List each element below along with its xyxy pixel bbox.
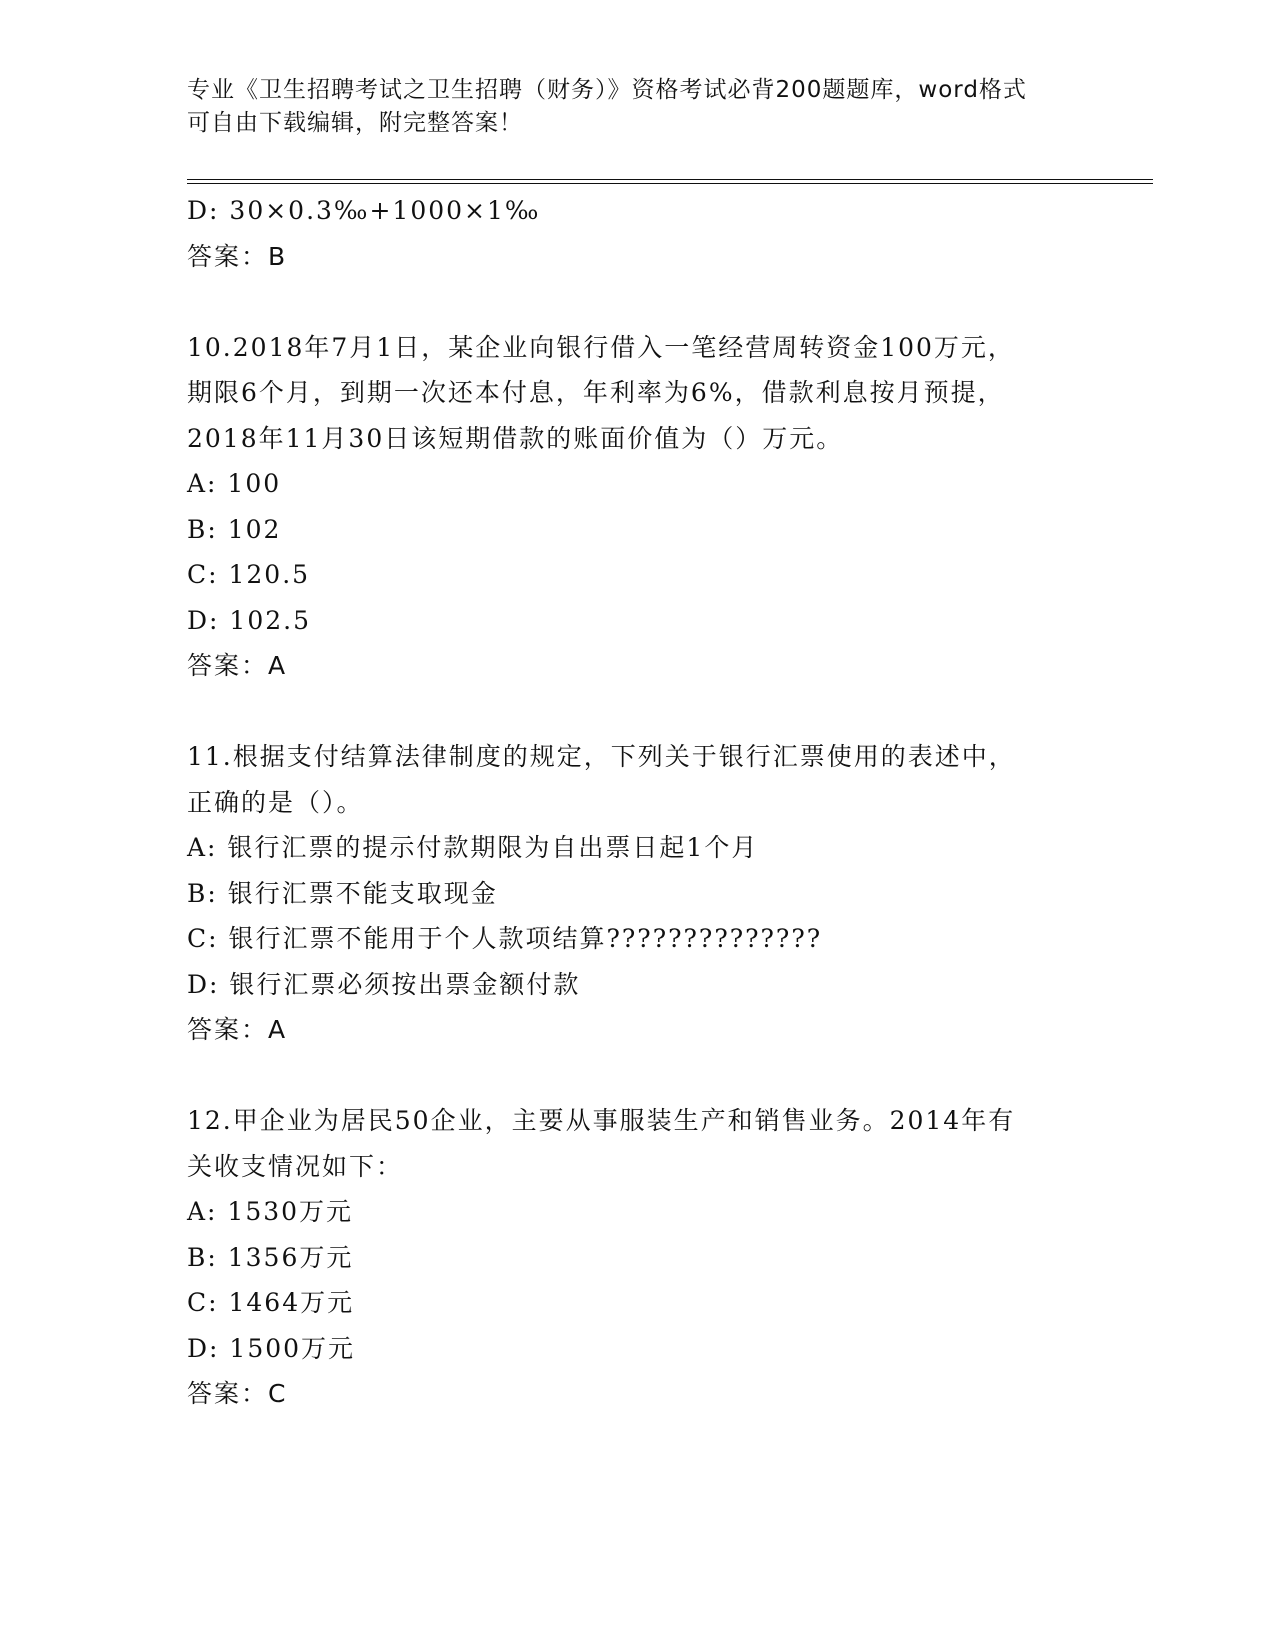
option-b: B: 1356万元 <box>187 1242 354 1272</box>
option-d: D: 30×0.3‰+1000×1‰ <box>187 196 541 225</box>
option-d: D: 1500万元 <box>187 1333 356 1363</box>
question-10 <box>187 325 1087 689</box>
option-d: D: 银行汇票必须按出票金额付款 <box>187 969 581 999</box>
header-divider <box>187 179 1153 184</box>
header-title-line-1: 专业《卫生招聘考试之卫生招聘（财务）》资格考试必背200题题库，word格式 <box>187 77 1027 103</box>
option-c: C: 银行汇票不能用于个人款项结算?????????????? <box>187 924 823 953</box>
question-stem: 12.甲企业为居民50企业，主要从事服装生产和销售业务。2014年有 <box>187 1106 1016 1135</box>
question-stem: 期限6个月，到期一次还本付息，年利率为6%，借款利息按月预提， <box>187 378 1005 407</box>
question-stem: 关收支情况如下： <box>187 1151 404 1181</box>
option-b: B: 银行汇票不能支取现金 <box>187 878 498 908</box>
spacer <box>187 689 1087 735</box>
question-stem: 2018年11月30日该短期借款的账面价值为（）万元。 <box>187 423 844 453</box>
question-9-tail <box>187 188 1087 279</box>
answer: 答案：A <box>187 651 288 680</box>
option-a: A: 银行汇票的提示付款期限为自出票日起1个月 <box>187 833 759 862</box>
question-stem: 11.根据支付结算法律制度的规定，下列关于银行汇票使用的表述中， <box>187 742 1016 771</box>
spacer <box>187 1053 1087 1099</box>
question-12 <box>187 1098 1087 1417</box>
option-a: A: 100 <box>187 469 282 498</box>
option-b: B: 102 <box>187 514 282 544</box>
answer: 答案：A <box>187 1015 288 1044</box>
question-11 <box>187 734 1087 1053</box>
option-c: C: 120.5 <box>187 560 311 589</box>
question-list <box>187 188 1087 1417</box>
option-d: D: 102.5 <box>187 605 311 635</box>
question-stem: 10.2018年7月1日，某企业向银行借入一笔经营周转资金100万元， <box>187 332 1015 362</box>
option-a: A: 1530万元 <box>187 1197 354 1226</box>
option-c: C: 1464万元 <box>187 1288 355 1317</box>
answer: 答案：C <box>187 1379 288 1408</box>
spacer <box>187 279 1087 325</box>
answer: 答案：B <box>187 241 288 271</box>
header-title-line-2: 可自由下载编辑，附完整答案！ <box>187 110 523 136</box>
page-header <box>187 74 1067 140</box>
question-stem: 正确的是（）。 <box>187 787 364 817</box>
